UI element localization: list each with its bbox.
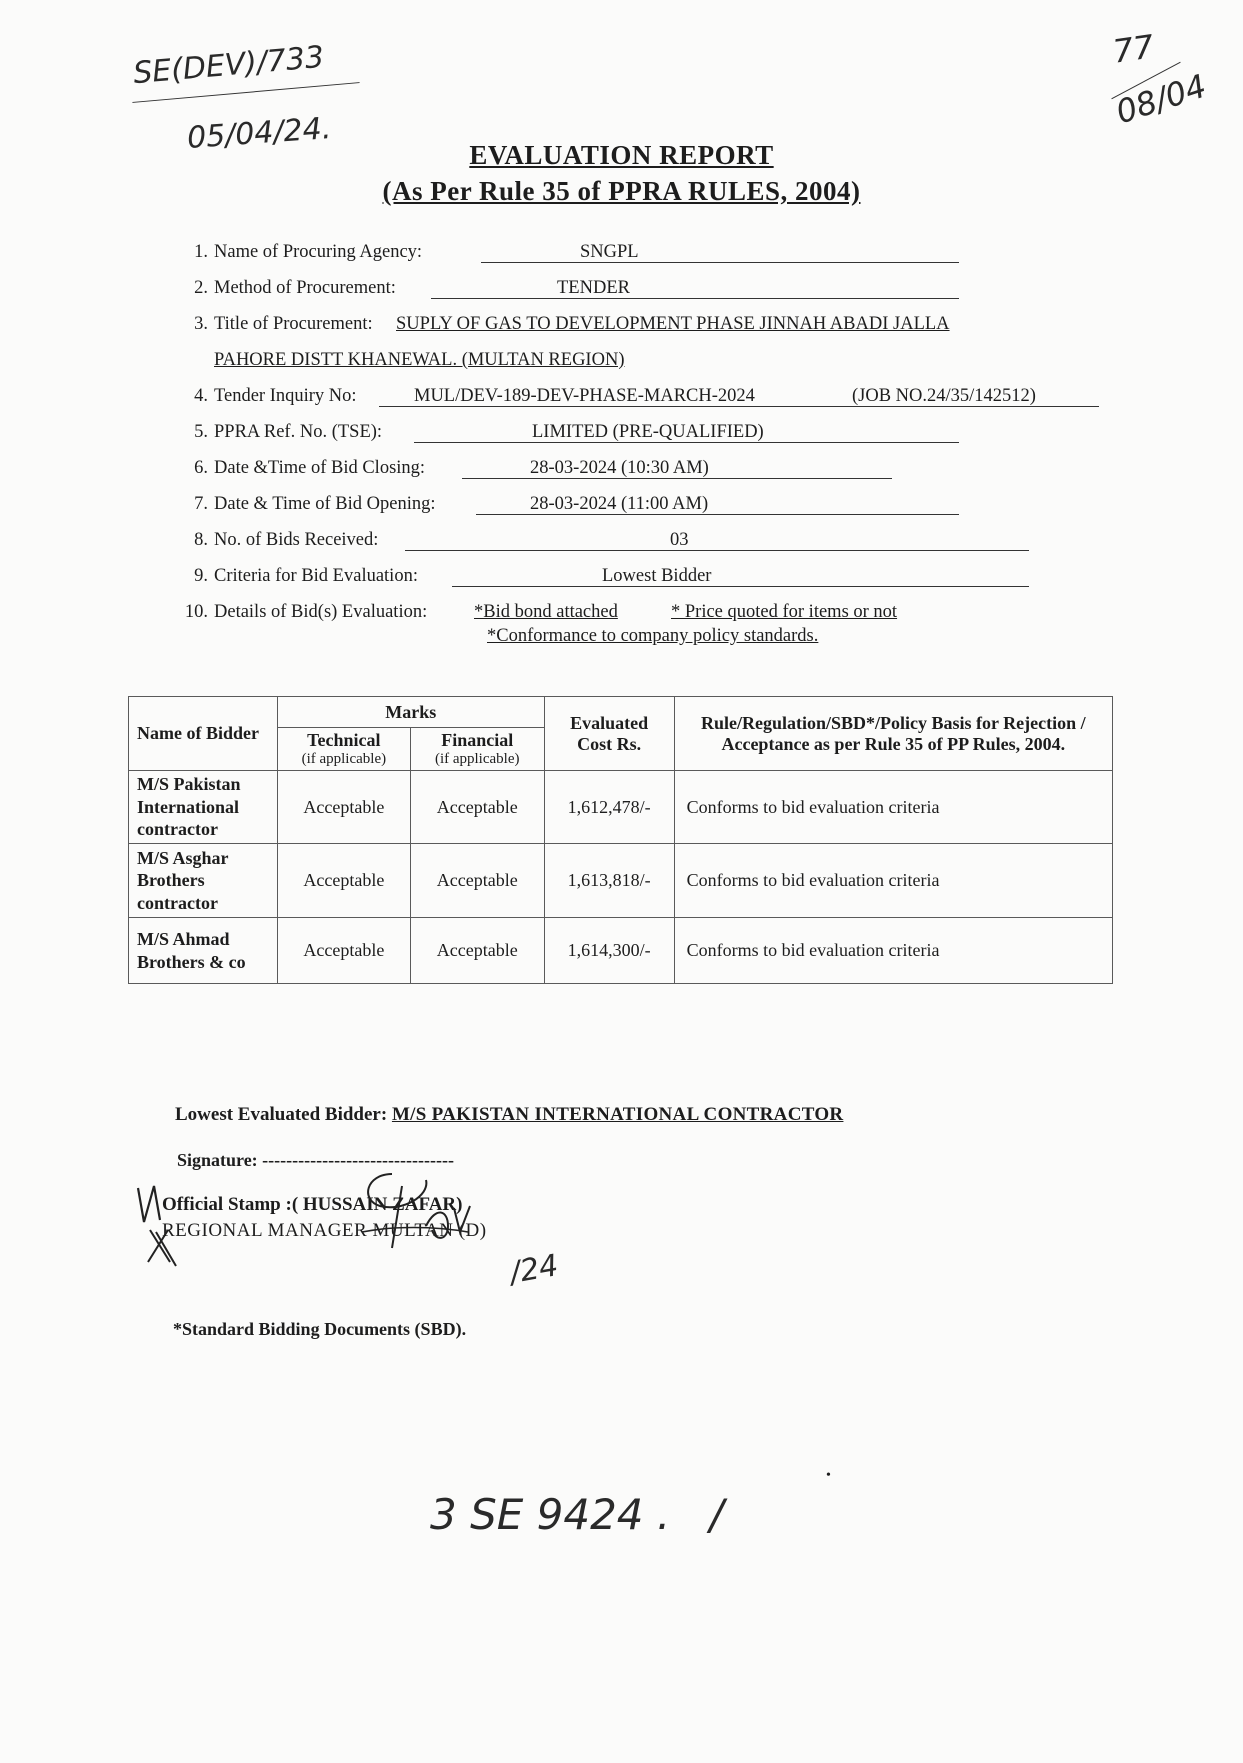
table-row [129, 918, 1113, 984]
item-number: 9. [194, 566, 208, 586]
item-value: *Bid bond attached [474, 602, 618, 622]
form-row-agency [178, 242, 1108, 278]
official-stamp-name: Official Stamp :( HUSSAIN ZAFAR) [162, 1194, 463, 1215]
technical-mark: Acceptable [277, 844, 410, 918]
fill-line [405, 550, 1029, 551]
technical-mark: Acceptable [277, 918, 410, 984]
item-number: 4. [194, 386, 208, 406]
lowest-bidder-name: M/S PAKISTAN INTERNATIONAL CONTRACTOR [391, 1104, 844, 1125]
column-header-marks: Marks [277, 697, 544, 728]
form-row-title [178, 314, 1108, 350]
form-row-ppra-ref [178, 422, 1108, 458]
item-number: 3. [194, 314, 208, 334]
item-value: MUL/DEV-189-DEV-PHASE-MARCH-2024 [414, 386, 755, 406]
item-label: Date &Time of Bid Closing: [214, 458, 426, 478]
evaluation-basis: Conforms to bid evaluation criteria [674, 918, 1112, 984]
handwritten-reference-date: 05/04/24. [185, 111, 333, 156]
item-value: 03 [670, 530, 689, 550]
item-number: 8. [194, 530, 208, 550]
form-row-method [178, 278, 1108, 314]
item-label: Criteria for Bid Evaluation: [214, 566, 418, 586]
item-value-job-number: (JOB NO.24/35/142512) [852, 386, 1036, 406]
evaluation-basis: Conforms to bid evaluation criteria [674, 844, 1112, 918]
item-label: Date & Time of Bid Opening: [214, 494, 436, 514]
item-number: 7. [194, 494, 208, 514]
item-value-price-note: * Price quoted for items or not [671, 602, 898, 622]
item-label: Tender Inquiry No: [214, 386, 357, 406]
item-label: Details of Bid(s) Evaluation: [214, 602, 428, 622]
technical-label: Technical [307, 730, 381, 750]
signature-line: Signature: -------------------------------- [177, 1150, 454, 1170]
item-label: No. of Bids Received: [214, 530, 379, 550]
handwritten-bottom-note-tail: / [709, 1490, 724, 1539]
bidder-name: M/S Asghar Brothers contractor [129, 844, 278, 918]
bid-evaluation-table [128, 696, 1113, 984]
column-header-technical [277, 728, 410, 771]
item-label: Title of Procurement: [214, 314, 373, 334]
report-subtitle: (As Per Rule 35 of PPRA RULES, 2004) [382, 176, 861, 206]
item-value: LIMITED (PRE-QUALIFIED) [532, 422, 764, 442]
item-label: PPRA Ref. No. (TSE): [214, 422, 383, 442]
technical-mark: Acceptable [277, 771, 410, 844]
bidder-name: M/S Pakistan International contractor [129, 771, 278, 844]
item-value: Lowest Bidder [602, 566, 712, 586]
item-label: Name of Procuring Agency: [214, 242, 423, 262]
item-number: 1. [194, 242, 208, 262]
form-row-bids-received [178, 530, 1108, 566]
financial-label: Financial [441, 730, 514, 750]
handwritten-signature [130, 1170, 570, 1290]
handwritten-diary-number: 77 [1110, 27, 1157, 71]
column-header-evaluated-cost: Evaluated Cost Rs. [544, 697, 674, 771]
procurement-details [178, 242, 1108, 650]
report-title: EVALUATION REPORT [469, 140, 774, 170]
item-label: Method of Procurement: [214, 278, 396, 298]
item-number: 6. [194, 458, 208, 478]
table-row [129, 844, 1113, 918]
handwritten-bottom-note [430, 1490, 724, 1539]
handwritten-diary-date: 08/04 [1111, 66, 1211, 132]
if-applicable-hint: (if applicable) [301, 751, 387, 767]
table-header-row [129, 697, 1113, 728]
item-value: 28-03-2024 (10:30 AM) [530, 458, 709, 478]
fill-line [431, 298, 959, 299]
bidder-name: M/S Ahmad Brothers & co [129, 918, 278, 984]
column-header-bidder: Name of Bidder [129, 697, 278, 771]
handwritten-reference-number: SE(DEV)/733 [131, 39, 326, 92]
financial-mark: Acceptable [410, 918, 544, 984]
form-row-bid-opening [178, 494, 1108, 530]
fill-line [481, 262, 959, 263]
financial-mark: Acceptable [410, 844, 544, 918]
if-applicable-hint: (if applicable) [434, 751, 520, 767]
evaluated-cost: 1,613,818/- [544, 844, 674, 918]
item-value-continued: PAHORE DISTT KHANEWAL. (MULTAN REGION) [214, 350, 625, 370]
table-row [129, 771, 1113, 844]
handwritten-corner-note [1105, 28, 1215, 138]
financial-mark: Acceptable [410, 771, 544, 844]
item-number: 5. [194, 422, 208, 442]
sbd-footnote: *Standard Bidding Documents (SBD). [173, 1319, 467, 1339]
pen-mark: • [826, 1468, 831, 1483]
form-row-title-continued [178, 350, 1108, 386]
item-number: 2. [194, 278, 208, 298]
item-value: SUPLY OF GAS TO DEVELOPMENT PHASE JINNAH ABADI JALLA [396, 314, 950, 334]
lowest-bidder-label: Lowest Evaluated Bidder: [175, 1104, 388, 1125]
item-value: SNGPL [580, 242, 639, 262]
evaluated-cost: 1,612,478/- [544, 771, 674, 844]
item-value-continued: *Conformance to company policy standards. [487, 626, 819, 646]
column-header-rule-basis: Rule/Regulation/SBD*/Policy Basis for Rejection / Acceptance as per Rule 35 of PP Rules, 2004. [674, 697, 1112, 771]
evaluation-basis: Conforms to bid evaluation criteria [674, 771, 1112, 844]
evaluated-cost: 1,614,300/- [544, 918, 674, 984]
form-row-bid-closing [178, 458, 1108, 494]
handwritten-stamp-note: /24 [507, 1248, 561, 1291]
lowest-evaluated-bidder [175, 1104, 843, 1126]
item-value: TENDER [557, 278, 630, 298]
item-value: 28-03-2024 (11:00 AM) [530, 494, 709, 514]
fill-line [452, 586, 1029, 587]
item-number: 10. [184, 602, 208, 622]
column-header-financial [410, 728, 544, 771]
form-row-evaluation-details-continued [178, 626, 1108, 650]
form-row-inquiry [178, 386, 1108, 422]
official-stamp-designation: REGIONAL MANAGER MULTAN (D) [162, 1220, 487, 1241]
handwritten-bottom-note-text: 3 SE 9424 . [430, 1490, 671, 1539]
form-row-criteria [178, 566, 1108, 602]
